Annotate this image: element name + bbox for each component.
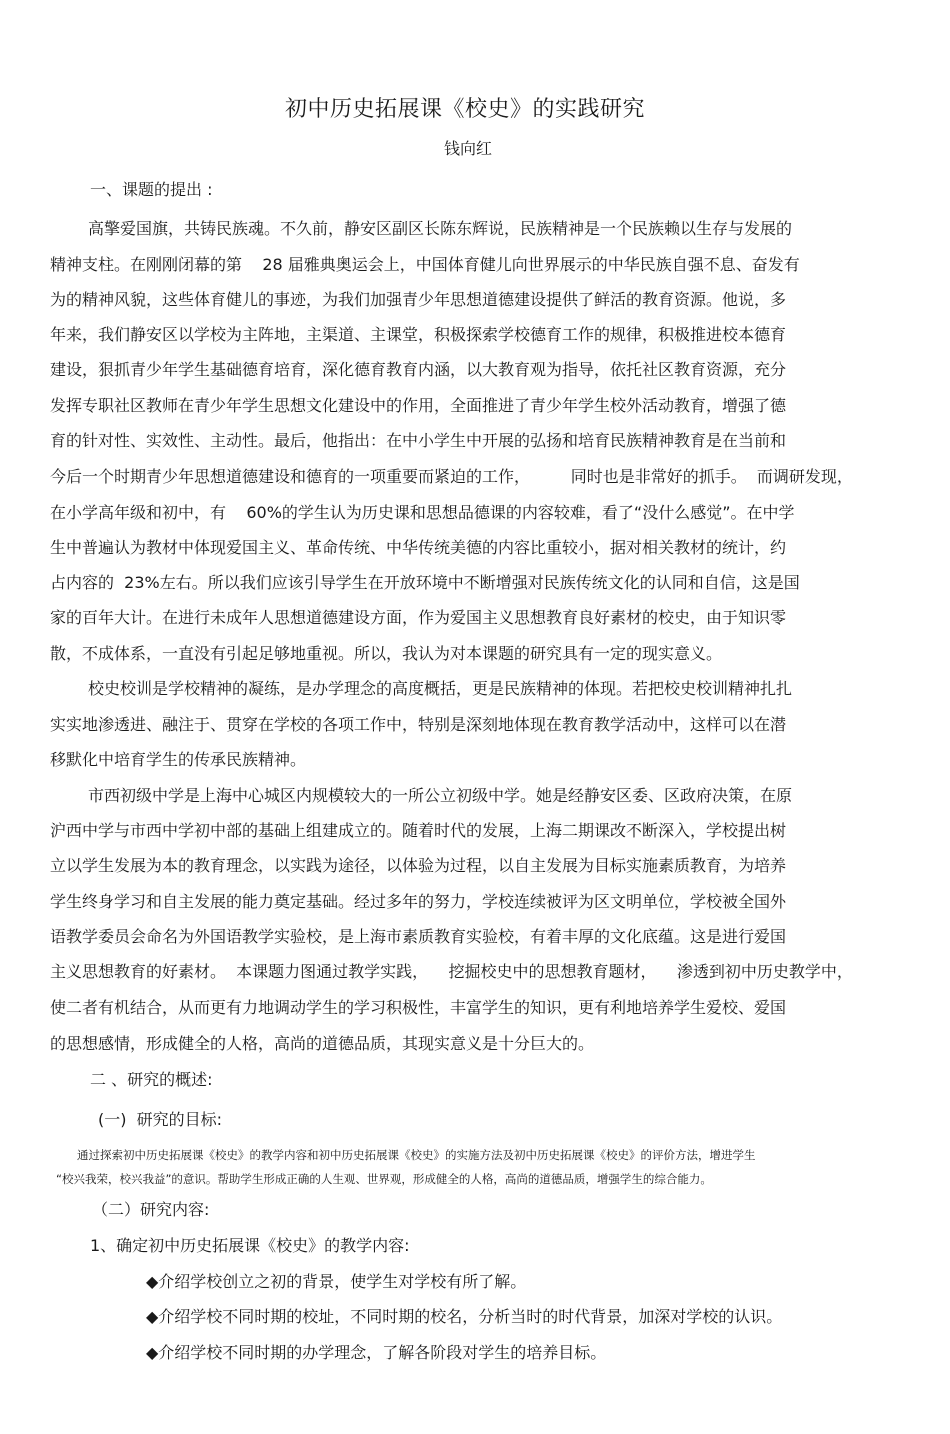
paragraph-line: 学生终身学习和自主发展的能力奠定基础。经过多年的努力，学校连续被评为区文明单位，学校被全国外 — [50, 892, 787, 911]
author-name: 钱向红 — [443, 139, 492, 158]
paragraph-line: 市西初级中学是上海中心城区内规模较大的一所公立初级中学。她是经静安区委、区政府决策，在原 — [88, 786, 793, 805]
paragraph-line: 在小学高年级和初中，有 60%的学生认为历史课和思想品德课的内容较难，看了“没什么感觉”。在中学 — [50, 503, 795, 522]
document-title: 初中历史拓展课《校史》的实践研究 — [284, 97, 645, 122]
paragraph-line: 建设，狠抓青少年学生基础德育培育，深化德育教育内涵，以大教育观为指导，依托社区教育资源，充分 — [50, 360, 787, 379]
paragraph-line: 沪西中学与市西中学初中部的基础上组建成立的。随着时代的发展，上海二期课改不断深入，学校提出树 — [50, 821, 787, 840]
goal-text-line: “校兴我荣，校兴我益”的意识。帮助学生形成正确的人生观、世界观，形成健全的人格，高尚的道德品质，增强学生的综合能力。 — [56, 1172, 712, 1186]
subsection-2-heading: （二）研究内容: — [92, 1200, 210, 1219]
section-1-heading: 一、课题的提出 : — [90, 180, 213, 199]
paragraph-line: 立以学生发展为本的教育理念，以实践为途径，以体验为过程，以自主发展为目标实施素质教育，为培养 — [50, 856, 787, 875]
goal-text-line: 通过探索初中历史拓展课《校史》的教学内容和初中历史拓展课《校史》的实施方法及初中历史拓展课《校史》的评价方法，增进学生 — [77, 1148, 756, 1162]
paragraph-line: 校史校训是学校精神的凝练，是办学理念的高度概括，更是民族精神的体现。若把校史校训精神扎扎 — [88, 679, 793, 698]
paragraph-line: 语教学委员会命名为外国语教学实验校，是上海市素质教育实验校，有着丰厚的文化底蕴。这是进行爱国 — [50, 927, 787, 946]
bullet-item: ◆介绍学校创立之初的背景，使学生对学校有所了解。 — [146, 1272, 527, 1291]
subsection-1-heading: (一) 研究的目标: — [98, 1110, 223, 1129]
paragraph-line: 实实地渗透进、融注于、贯穿在学校的各项工作中，特别是深刻地体现在教育教学活动中，这样可以在潜 — [50, 715, 787, 734]
paragraph-line: 发挥专职社区教师在青少年学生思想文化建设中的作用，全面推进了青少年学生校外活动教育，增强了德 — [50, 396, 787, 415]
paragraph-line: 高擎爱国旗，共铸民族魂。不久前，静安区副区长陈东辉说，民族精神是一个民族赖以生存与发展的 — [88, 219, 793, 238]
paragraph-line: 使二者有机结合，从而更有力地调动学生的学习积极性，丰富学生的知识，更有利地培养学生爱校、爱国 — [50, 998, 787, 1017]
paragraph-line: 散，不成体系，一直没有引起足够地重视。所以，我认为对本课题的研究具有一定的现实意义。 — [50, 644, 723, 663]
paragraph-line: 年来，我们静安区以学校为主阵地，主渠道、主课堂，积极探索学校德育工作的规律，积极推进校本德育 — [50, 325, 787, 344]
paragraph-line: 主义思想教育的好素材。 本课题力图通过教学实践， 挖掘校史中的思想教育题材， 渗透到初中历史教学中， — [50, 962, 853, 981]
paragraph-line: 家的百年大计。在进行未成年人思想道德建设方面，作为爱国主义思想教育良好素材的校史，由于知识零 — [50, 608, 787, 627]
paragraph-line: 占内容的 23%左右。所以我们应该引导学生在开放环境中不断增强对民族传统文化的认同和自信，这是国 — [50, 573, 800, 592]
bullet-item: ◆介绍学校不同时期的办学理念，了解各阶段对学生的培养目标。 — [146, 1343, 607, 1362]
paragraph-line: 今后一个时期青少年思想道德建设和德育的一项重要而紧迫的工作， 同时也是非常好的抓手。 而调研发现， — [50, 467, 853, 486]
paragraph-line: 精神支柱。在刚刚闭幕的第 28 届雅典奥运会上，中国体育健儿向世界展示的中华民族自强不息、奋发有 — [50, 255, 800, 274]
paragraph-line: 育的针对性、实效性、主动性。最后，他指出：在中小学生中开展的弘扬和培育民族精神教育是在当前和 — [50, 431, 787, 450]
item-1-heading: 1、确定初中历史拓展课《校史》的教学内容: — [90, 1236, 410, 1255]
paragraph-line: 的思想感情，形成健全的人格，高尚的道德品质，其现实意义是十分巨大的。 — [50, 1034, 595, 1053]
paragraph-line: 为的精神风貌，这些体育健儿的事迹，为我们加强青少年思想道德建设提供了鲜活的教育资源。他说，多 — [50, 290, 787, 309]
paragraph-line: 移默化中培育学生的传承民族精神。 — [50, 750, 307, 769]
bullet-item: ◆介绍学校不同时期的校址，不同时期的校名，分析当时的时代背景，加深对学校的认识。 — [146, 1307, 783, 1326]
section-2-heading: 二 、研究的概述: — [90, 1070, 213, 1089]
paragraph-line: 生中普遍认为教材中体现爱国主义、革命传统、中华传统美德的内容比重较小，据对相关教材的统计，约 — [50, 538, 787, 557]
